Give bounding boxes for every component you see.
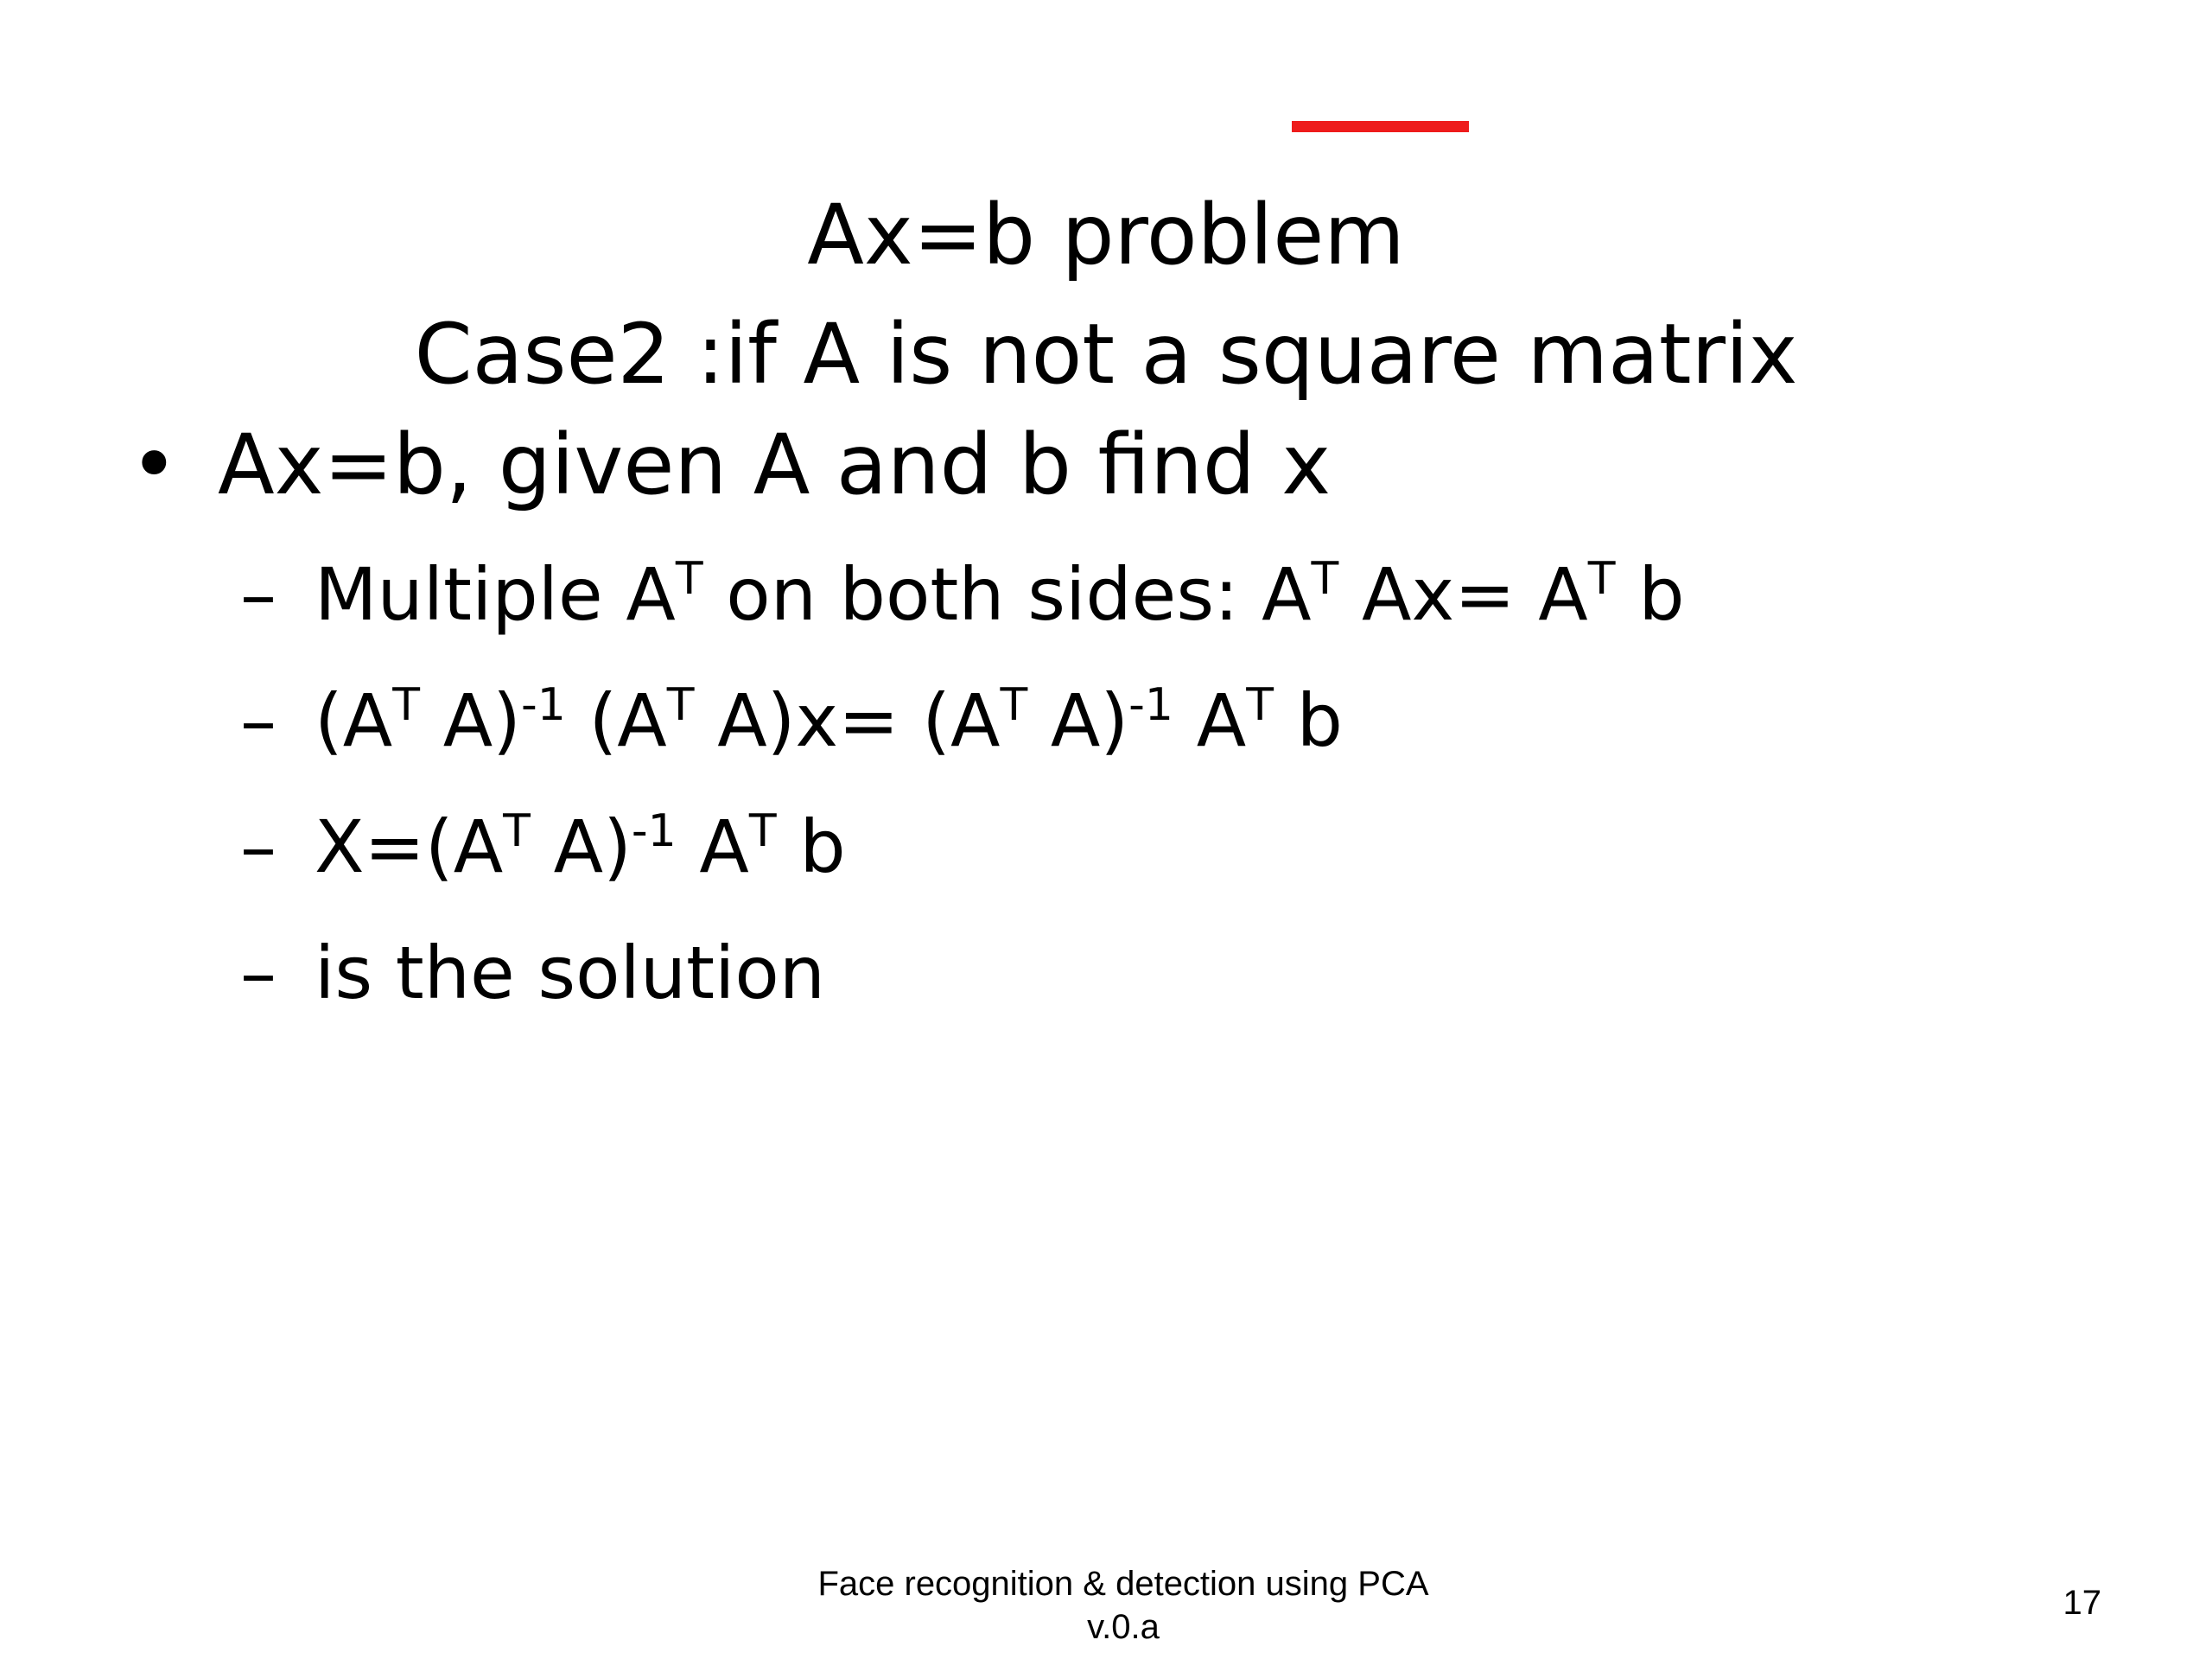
superscript: T — [675, 553, 703, 605]
superscript: -1 — [1128, 679, 1174, 731]
footer-title: Face recognition & detection using PCA — [817, 1565, 1429, 1603]
page-number: 17 — [2063, 1584, 2101, 1622]
slide-title: Ax=b problem — [807, 187, 1405, 283]
sub-bullet-3 — [240, 804, 846, 889]
text-segment: X=(A — [315, 804, 504, 889]
text-segment: A — [1173, 678, 1247, 763]
superscript: T — [1246, 679, 1274, 731]
text-segment: b — [1615, 552, 1685, 637]
sub-bullet-1 — [240, 552, 1685, 637]
sub-bullet-marker: – — [240, 804, 276, 889]
sub-bullet-marker: – — [240, 678, 276, 763]
accent-line — [1292, 121, 1469, 132]
sub-bullet-4 — [240, 931, 825, 1015]
text-segment: (A — [315, 678, 393, 763]
main-bullet — [130, 416, 1332, 513]
sub-bullet-2 — [240, 678, 1343, 763]
bullet-marker: • — [130, 416, 179, 513]
slide-footer — [691, 1562, 1555, 1649]
text-segment: A)x= (A — [694, 678, 1001, 763]
text-segment: Ax= A — [1338, 552, 1588, 637]
footer-version: v.0.a — [1087, 1608, 1160, 1646]
superscript: T — [1311, 553, 1339, 605]
text-segment: Multiple A — [315, 552, 676, 637]
superscript: -1 — [631, 805, 677, 857]
superscript: T — [392, 679, 420, 731]
slide-subtitle: Case2 :if A is not a square matrix — [414, 306, 1798, 403]
text-segment: A) — [1027, 678, 1129, 763]
superscript: -1 — [520, 679, 566, 731]
sub-bullet-marker: – — [240, 552, 276, 637]
text-segment: b — [776, 804, 846, 889]
text-segment: A) — [420, 678, 521, 763]
text-segment: (A — [565, 678, 667, 763]
text-segment: on both sides: A — [702, 552, 1312, 637]
superscript: T — [666, 679, 695, 731]
superscript: T — [1000, 679, 1028, 731]
text-segment: A — [676, 804, 749, 889]
text-segment: A) — [530, 804, 632, 889]
bullet-text: Ax=b, given A and b find x — [218, 416, 1332, 513]
superscript: T — [503, 805, 531, 857]
text-segment: b — [1273, 678, 1343, 763]
text-segment: is the solution — [315, 931, 825, 1015]
superscript: T — [1587, 553, 1616, 605]
superscript: T — [748, 805, 777, 857]
sub-bullet-marker: – — [240, 931, 276, 1015]
